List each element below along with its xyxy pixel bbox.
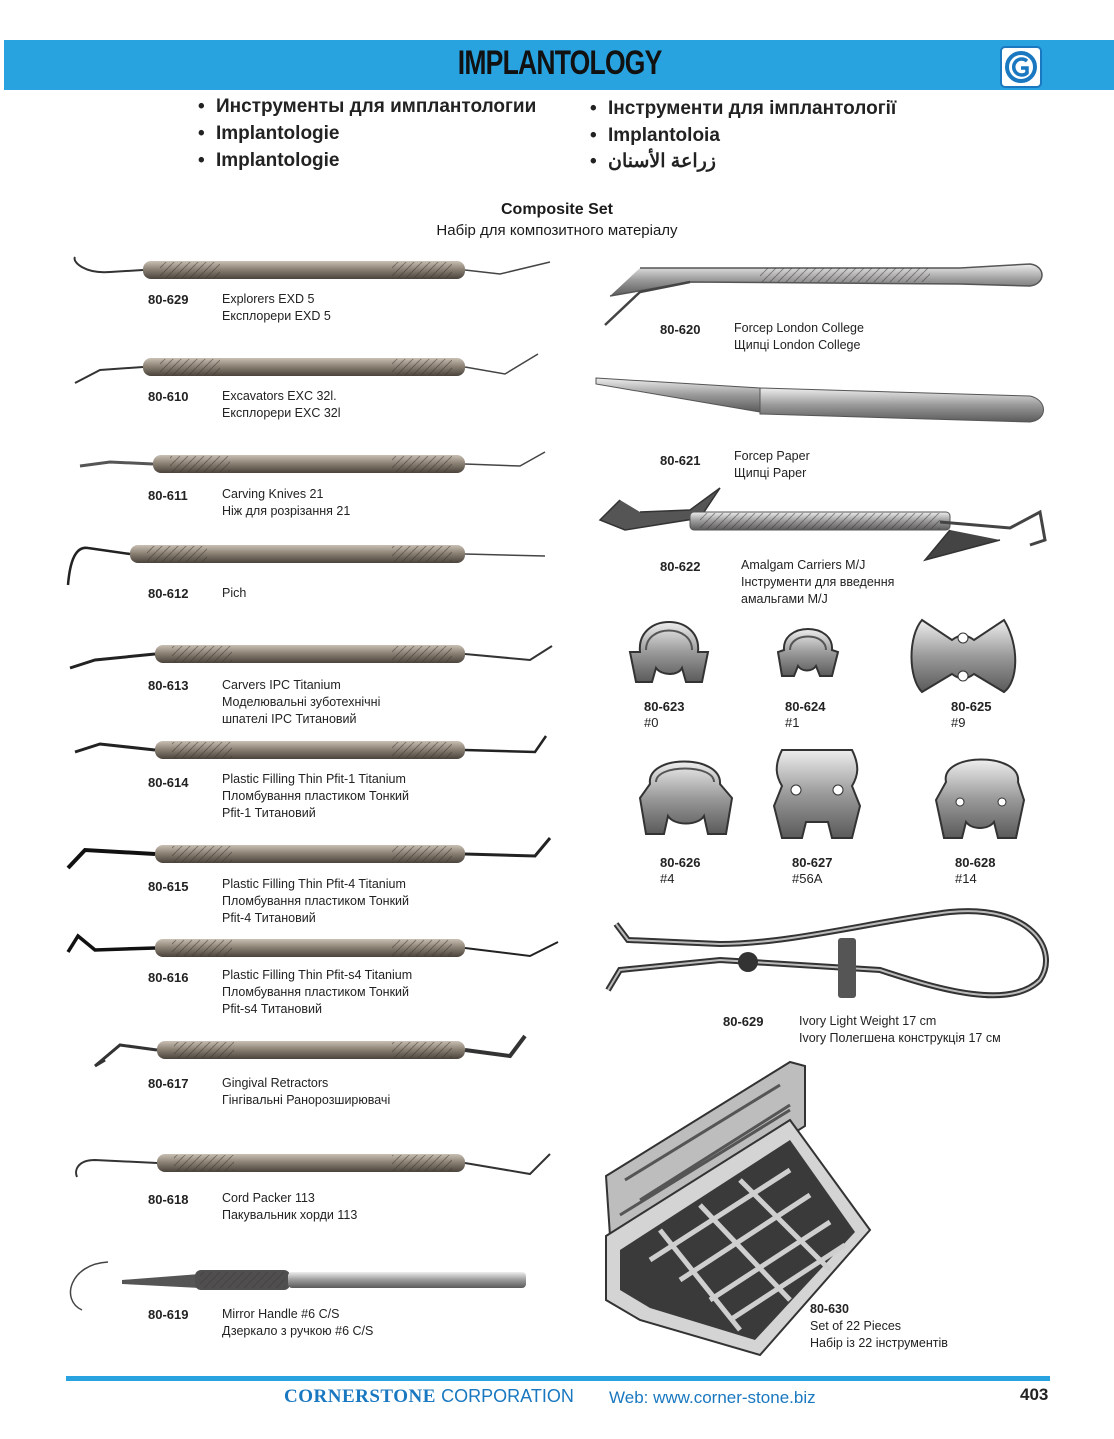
set-subtitle: Набір для композитного матеріалу bbox=[436, 222, 678, 239]
clamp-size: #0 bbox=[644, 715, 659, 730]
item-description: Carvers IPC Titanium Моделювальні зуботехнічні шпателі IPC Титановий bbox=[222, 678, 381, 726]
page-number: 403 bbox=[1020, 1385, 1049, 1404]
item-code: 80-629 bbox=[723, 1014, 764, 1029]
item-code: 80-618 bbox=[148, 1192, 189, 1207]
item-description: Forcep Paper Щипці Paper bbox=[734, 449, 810, 480]
item-code: 80-612 bbox=[148, 586, 189, 601]
page-title: IMPLANTOLOGY bbox=[457, 44, 662, 82]
clamp-size: #9 bbox=[951, 715, 966, 730]
instrument-80-615-plastic-filling bbox=[68, 838, 550, 868]
instrument-80-613-carver bbox=[70, 645, 552, 668]
instrument-80-610-excavator bbox=[75, 354, 538, 383]
cassette-description: 80-630 Set of 22 Pieces Набір із 22 інструментів bbox=[810, 1302, 948, 1350]
clamp-code: 80-623 bbox=[644, 699, 685, 714]
lang-german: • Implantologie bbox=[198, 123, 340, 144]
item-description: Excavators EXC 32l. Експлорери EXC 32l bbox=[222, 389, 341, 420]
instrument-80-629-ivory-frame bbox=[608, 911, 1046, 998]
instrument-80-620-forcep bbox=[605, 264, 1042, 325]
item-description: Carving Knives 21 Ніж для розрізання 21 bbox=[222, 487, 351, 518]
item-code: 80-619 bbox=[148, 1307, 189, 1322]
clamp-code: 80-624 bbox=[785, 699, 826, 714]
clamp-size: #14 bbox=[955, 871, 977, 886]
clamp-size: #1 bbox=[785, 715, 800, 730]
lang-ukrainian: • Інструменти для імплантології bbox=[590, 98, 897, 119]
clamp-80-624 bbox=[778, 629, 838, 676]
lang-russian: • Инструменты для имплантологии bbox=[198, 96, 537, 117]
item-code: 80-629 bbox=[148, 292, 189, 307]
clamp-code: 80-626 bbox=[660, 855, 701, 870]
item-description: Mirror Handle #6 C/S Дзеркало з ручкою #6 C/S bbox=[222, 1307, 374, 1338]
item-description: Forcep London College Щипці London College bbox=[734, 321, 864, 352]
instrument-80-629-explorer bbox=[75, 257, 550, 279]
footer-brand: CORNERSTONE CORPORATION bbox=[284, 1386, 574, 1407]
clamp-size: #56A bbox=[792, 871, 823, 886]
lang-arabic: • زراعة الأسنان bbox=[590, 151, 716, 172]
item-description: Plastic Filling Thin Pfit-4 Titanium Пломбування пластиком Тонкий Pfit-4 Титановий bbox=[222, 877, 410, 925]
item-code: 80-611 bbox=[148, 488, 188, 503]
instrument-80-617-gingival-retractor bbox=[95, 1036, 525, 1066]
instrument-80-622-amalgam-carrier bbox=[600, 488, 1045, 560]
item-description: Pich bbox=[222, 586, 247, 600]
clamp-size: #4 bbox=[660, 871, 675, 886]
item-code: 80-616 bbox=[148, 970, 189, 985]
item-code: 80-613 bbox=[148, 678, 189, 693]
item-code: 80-615 bbox=[148, 879, 189, 894]
item-description: Explorers EXD 5 Експлорери EXD 5 bbox=[222, 292, 331, 323]
lang-italian: • Implantoloia bbox=[590, 125, 720, 146]
item-code: 80-614 bbox=[148, 775, 189, 790]
item-code: 80-621 bbox=[660, 453, 701, 468]
clamp-80-623 bbox=[630, 622, 708, 682]
clamp-80-626 bbox=[640, 762, 732, 835]
instrument-80-611-carving-knife bbox=[80, 452, 545, 473]
item-code: 80-617 bbox=[148, 1076, 189, 1091]
item-description: Plastic Filling Thin Pfit-1 Titanium Пломбування пластиком Тонкий Pfit-1 Титановий bbox=[222, 772, 410, 820]
clamp-80-625 bbox=[912, 620, 1016, 692]
footer-website-link[interactable]: Web: www.corner-stone.biz bbox=[609, 1388, 816, 1407]
set-title: Composite Set bbox=[500, 201, 613, 218]
item-description: Ivory Light Weight 17 cm Ivory Полегшена конструкція 17 см bbox=[799, 1014, 1001, 1045]
instrument-80-612-pich bbox=[68, 545, 545, 585]
instrument-80-616-plastic-filling bbox=[68, 936, 558, 957]
clamp-code: 80-628 bbox=[955, 855, 996, 870]
item-code: 80-620 bbox=[660, 322, 701, 337]
item-description: Plastic Filling Thin Pfit-s4 Titanium Пломбування пластиком Тонкий Pfit-s4 Титановий bbox=[222, 968, 413, 1016]
lang-french: • Implantologie bbox=[198, 150, 340, 171]
clamp-80-627 bbox=[774, 750, 860, 838]
item-code: 80-610 bbox=[148, 389, 189, 404]
clamp-code: 80-625 bbox=[951, 699, 992, 714]
item-description: Amalgam Carriers M/J Інструменти для введення амальгами M/J bbox=[741, 558, 895, 606]
instrument-80-619-mirror-handle bbox=[70, 1262, 526, 1310]
instrument-80-614-plastic-filling bbox=[75, 736, 546, 759]
instrument-80-621-forcep-paper bbox=[596, 378, 1044, 422]
footer-divider bbox=[66, 1376, 1050, 1381]
instrument-80-618-cord-packer bbox=[76, 1154, 550, 1177]
item-code: 80-622 bbox=[660, 559, 701, 574]
clamp-80-628 bbox=[936, 760, 1024, 839]
clamp-code: 80-627 bbox=[792, 855, 833, 870]
item-description: Gingival Retractors Гінгівальні Ранорозширювачі bbox=[222, 1076, 391, 1107]
item-description: Cord Packer 113 Пакувальник хорди 113 bbox=[222, 1191, 358, 1222]
